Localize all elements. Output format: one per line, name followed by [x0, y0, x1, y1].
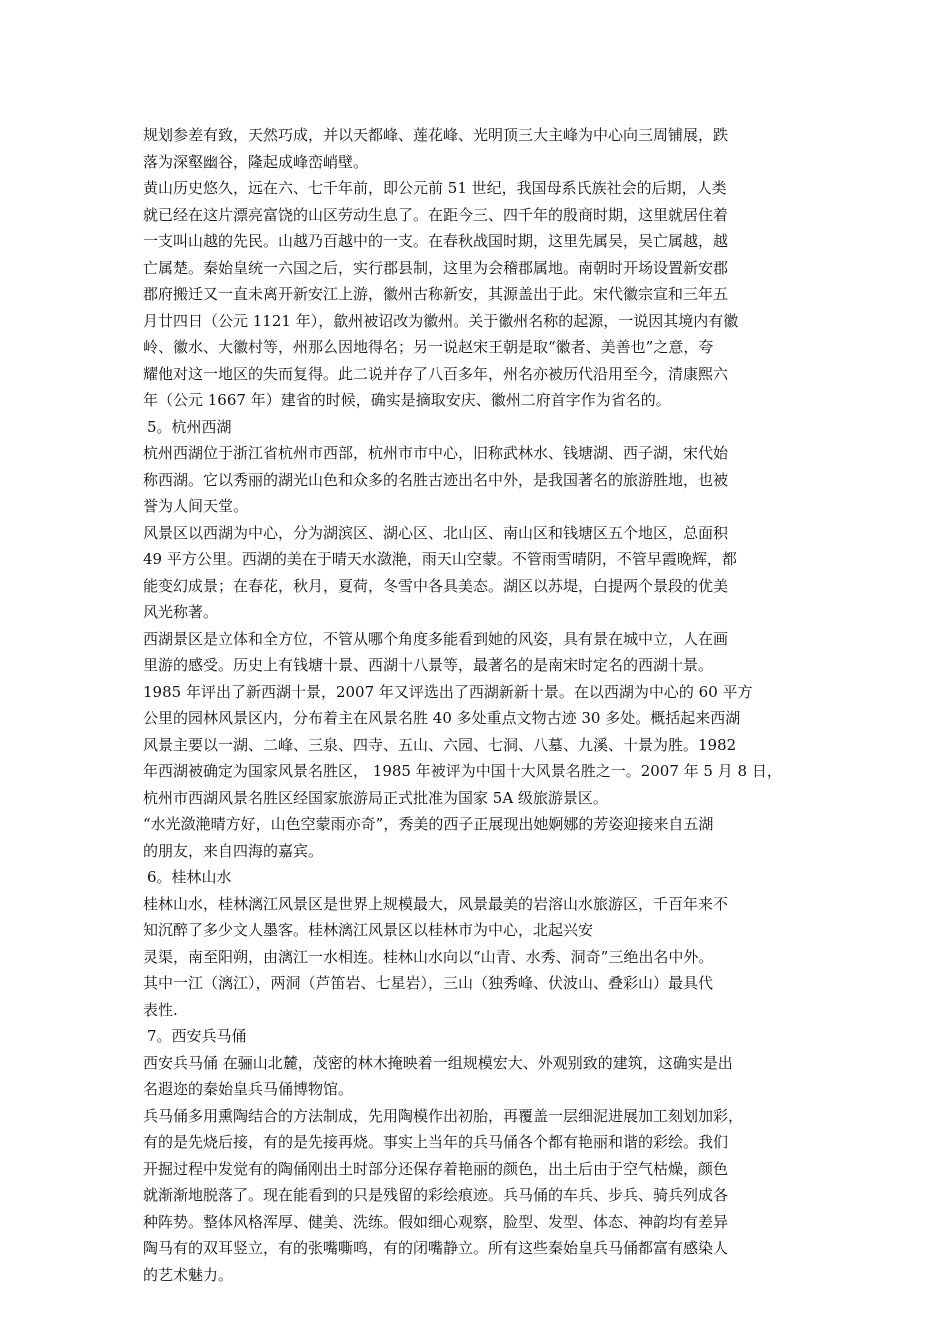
text-line: 开掘过程中发觉有的陶俑刚出土时部分还保存着艳丽的颜色，出土后由于空气枯燥，颜色 — [143, 1159, 729, 1178]
text-line: 有的是先烧后接，有的是先接再烧。事实上当年的兵马俑各个都有艳丽和谐的彩绘。我们 — [143, 1133, 729, 1151]
text-line: 知沉醉了多少文人墨客。桂林漓江风景区以桂林市为中心，北起兴安 — [143, 921, 594, 939]
text-line: 郡府搬迁又一直未离开新安江上游，徽州古称新安，其源盖出于此。宋代徽宗宣和三年五 — [143, 285, 729, 303]
text-line: 杭州市西湖风景名胜区经国家旅游局正式批准为国家 5A 级旅游景区。 — [143, 788, 608, 807]
text-line: 6。桂林山水 — [147, 868, 232, 886]
text-line: 陶马有的双耳竖立，有的张嘴嘶鸣，有的闭嘴静立。所有这些秦始皇兵马俑都富有感染人 — [143, 1239, 729, 1257]
text-line: 风景主要以一湖、二峰、三泉、四寺、五山、六园、七洞、八墓、九溪、十景为胜。1982 — [143, 735, 737, 754]
text-line: 表性. — [143, 1000, 178, 1019]
text-line: 一支叫山越的先民。山越乃百越中的一支。在春秋战国时期，这里先属吴，吴亡属越，越 — [143, 232, 729, 250]
text-line: 桂林山水，桂林漓江风景区是世界上规模最大，风景最美的岩溶山水旅游区，千百年来不 — [143, 894, 729, 913]
text-line: 西湖景区是立体和全方位，不管从哪个角度多能看到她的风姿，具有景在城中立，人在画 — [143, 629, 729, 648]
text-line: 其中一江（漓江），两洞（芦笛岩、七星岩），三山（独秀峰、伏波山、叠彩山）最具代 — [143, 974, 714, 992]
text-line: 1985 年评出了新西湖十景，2007 年又评选出了西湖新新十景。在以西湖为中心的 60 平方 — [143, 682, 753, 701]
text-line: 年西湖被确定为国家风景名胜区， 1985 年被评为中国十大风景名胜之一。2007 年 5 月 8 日， — [143, 762, 782, 780]
text-line: 灵渠，南至阳朔，由漓江一水相连。桂林山水向以“山青、水秀、洞奇”三绝出名中外。 — [143, 947, 714, 966]
body-paragraph — [143, 122, 823, 175]
text-line: 杭州西湖位于浙江省杭州市西部，杭州市市中心，旧称武林水、钱塘湖、西子湖，宋代始 — [143, 444, 729, 462]
text-line: 名遐迩的秦始皇兵马俑博物馆。 — [143, 1080, 354, 1098]
body-paragraph — [143, 891, 823, 1024]
text-line: 风景区以西湖为中心，分为湖滨区、湖心区、北山区、南山区和钱塘区五个地区，总面积 — [143, 523, 729, 542]
text-line: 亡属楚。秦始皇统一六国之后，实行郡县制，这里为会稽郡属地。南朝时开场设置新安郡 — [143, 258, 729, 277]
text-line: 耀他对这一地区的失而复得。此二说并存了八百多年，州名亦被历代沿用至今，清康熙六 — [143, 364, 729, 383]
text-line: 称西湖。它以秀丽的湖光山色和众多的名胜古迹出名中外，是我国著名的旅游胜地，也被 — [143, 470, 729, 489]
text-line: 5。杭州西湖 — [147, 417, 232, 436]
text-line: 49 平方公里。西湖的美在于晴天水潋滟，雨天山空蒙。不管雨雪晴阴，不管早霞晚辉，都 — [143, 550, 737, 568]
section-heading — [143, 414, 823, 441]
text-line: 落为深壑幽谷，隆起成峰峦峭壁。 — [143, 152, 369, 171]
text-line: 西安兵马俑 在骊山北麓，茂密的林木掩映着一组规模宏大、外观别致的建筑，这确实是出 — [143, 1053, 733, 1072]
text-line: 种阵势。整体风格浑厚、健美、洗练。假如细心观察，脸型、发型、体态、神韵均有差异 — [143, 1212, 729, 1231]
section-heading — [143, 1023, 823, 1050]
body-paragraph — [143, 1050, 823, 1103]
text-line: 里游的感受。历史上有钱塘十景、西湖十八景等，最著名的是南宋时定名的西湖十景。 — [143, 656, 714, 674]
text-line: 风光称著。 — [143, 603, 219, 621]
body-paragraph — [143, 175, 823, 414]
text-line: 岭、徽水、大徽村等，州那么因地得名；另一说赵宋王朝是取“徽者、美善也”之意，夸 — [143, 338, 714, 356]
body-paragraph — [143, 520, 823, 626]
text-line: 年（公元 1667 年）建省的时候，确实是摘取安庆、徽州二府首字作为省名的。 — [143, 391, 671, 409]
text-line: 7。西安兵马俑 — [147, 1027, 247, 1045]
text-line: 的艺术魅力。 — [143, 1265, 234, 1284]
text-line: 能变幻成景；在春花，秋月，夏荷，冬雪中各具美态。湖区以苏堤，白提两个景段的优美 — [143, 576, 729, 595]
text-line: 誉为人间天堂。 — [143, 497, 249, 515]
text-line: 就已经在这片漂亮富饶的山区劳动生息了。在距今三、四千年的殷商时期，这里就居住着 — [143, 205, 729, 224]
text-line: 规划参差有致，天然巧成，并以天都峰、莲花峰、光明顶三大主峰为中心向三周铺展，跌 — [143, 126, 729, 144]
text-line: 就渐渐地脱落了。现在能看到的只是残留的彩绘痕迹。兵马俑的车兵、步兵、骑兵列成各 — [143, 1186, 729, 1204]
body-paragraph — [143, 440, 823, 520]
text-line: “水光潋滟晴方好，山色空蒙雨亦奇”，秀美的西子正展现出她婀娜的芳姿迎接来自五湖 — [143, 815, 714, 833]
body-paragraph — [143, 811, 823, 864]
body-paragraph — [143, 1103, 823, 1289]
section-heading — [143, 864, 823, 891]
text-line: 公里的园林风景区内，分布着主在风景名胜 40 多处重点文物古迹 30 多处。概括起来西湖 — [143, 709, 741, 727]
text-line: 兵马俑多用熏陶结合的方法制成，先用陶模作出初胎，再覆盖一层细泥进展加工刻划加彩， — [143, 1106, 744, 1125]
body-paragraph — [143, 626, 823, 812]
document-page — [143, 122, 823, 1288]
text-line: 月廿四日（公元 1121 年），歙州被诏改为徽州。关于徽州名称的起源，一说因其境内有徽 — [143, 311, 739, 330]
text-line: 的朋友，来自四海的嘉宾。 — [143, 841, 324, 860]
text-line: 黄山历史悠久，远在六、七千年前，即公元前 51 世纪，我国母系氏族社会的后期，人类 — [143, 179, 727, 197]
